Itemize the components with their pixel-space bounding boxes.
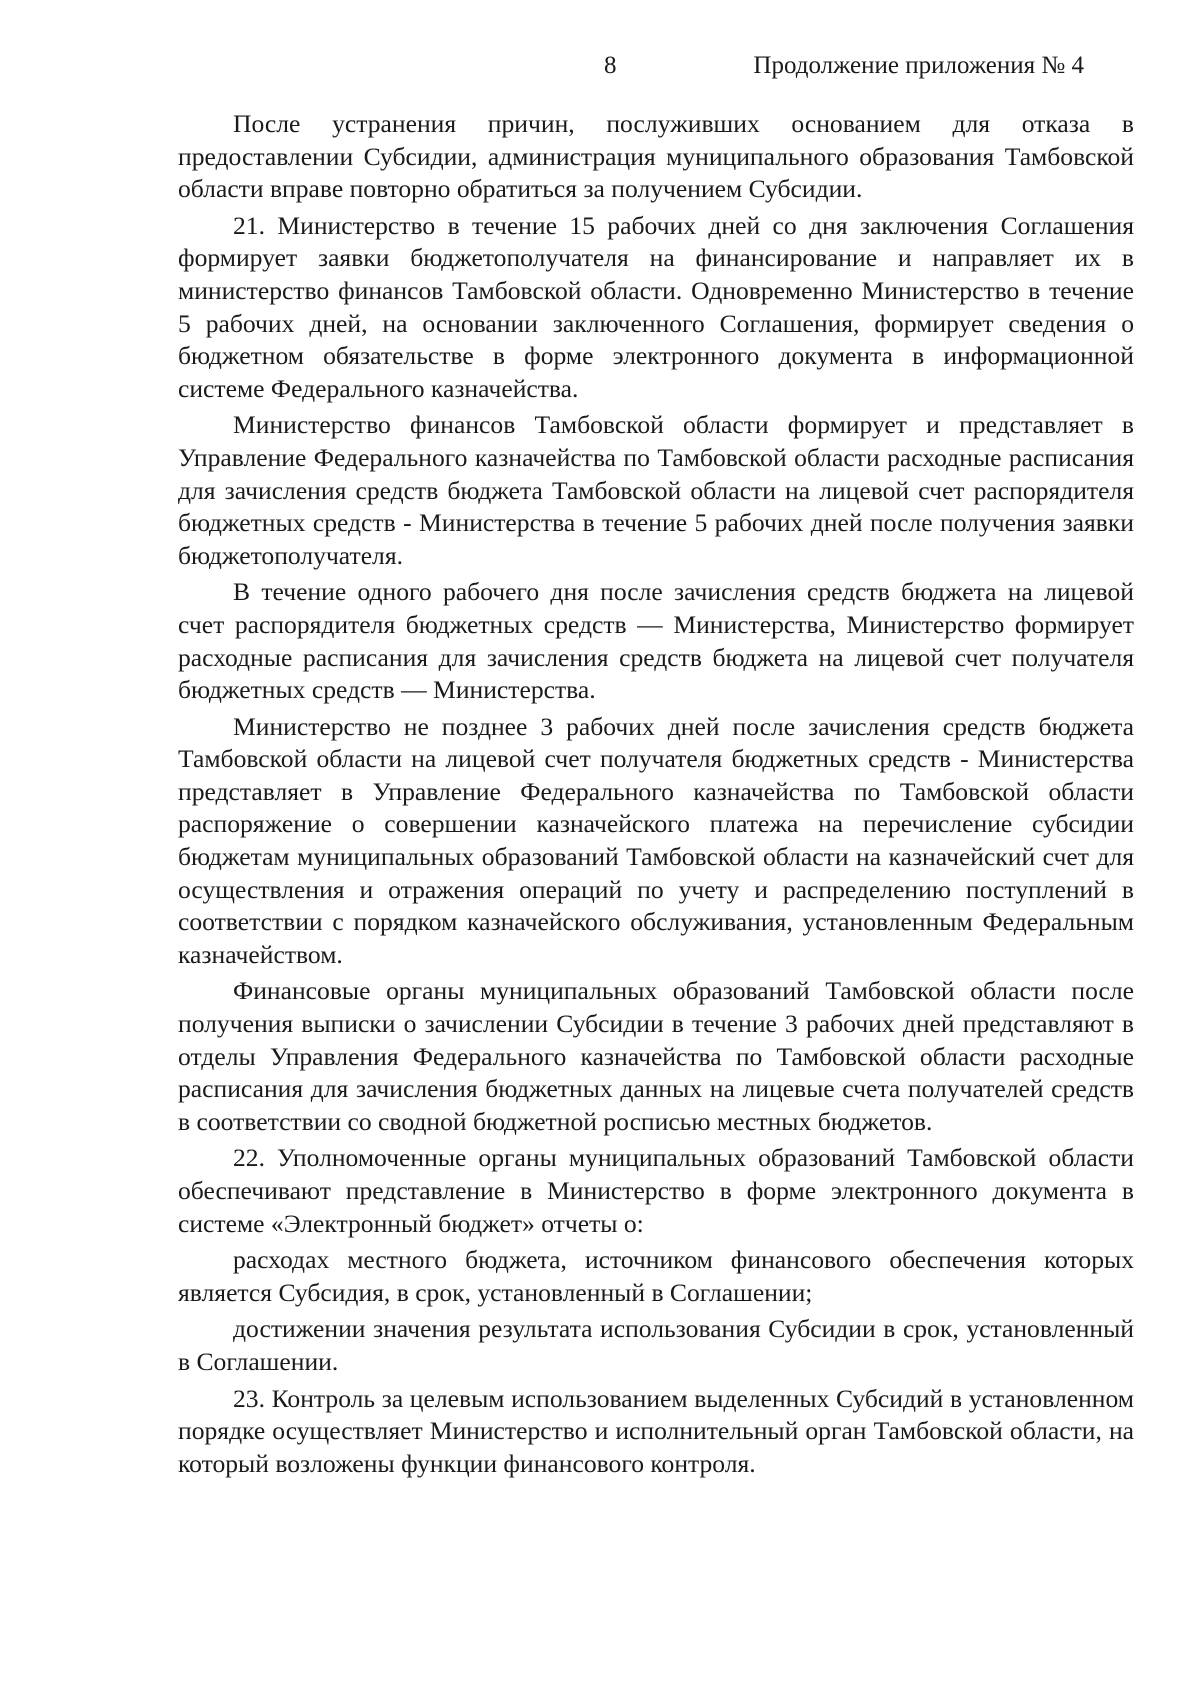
page-header <box>0 48 1200 84</box>
paragraph-item-23: 23. Контроль за целевым использованием выделенных Субсидий в установленном порядке осуществляет Министерство и исполнительный орган Тамбовской области, на который возложены функции финансового контроля. <box>178 1383 1134 1478</box>
paragraph-treasury-payment: Министерство не позднее 3 рабочих дней после зачисления средств бюджета Тамбовской области на лицевой счет получателя бюджетных средств - Министерства представляет в Управление Федерального казначейства по Тамбовской области распоряжение о совершении казначейского платежа на перечисление субсидии бюджетам муниципальных образований Тамбовской области на казначейский счет для осуществления и отражения операций по учету и распределению поступлений в соответствии с порядком казначейского обслуживания, установленным Федеральным казначейством. <box>178 711 1134 969</box>
paragraph-one-working-day: В течение одного рабочего дня после зачисления средств бюджета на лицевой счет распорядителя бюджетных средств — Министерства, Министерство формирует расходные расписания для зачисления средств бюджета на лицевой счет получателя бюджетных средств — Министерства. <box>178 577 1134 705</box>
paragraph-resubmission: После устранения причин, послуживших основанием для отказа в предоставлении Субсидии, администрация муниципального образования Тамбовской области вправе повторно обратиться за получением Субсидии. <box>178 109 1134 204</box>
paragraph-item-21: 21. Министерство в течение 15 рабочих дней со дня заключения Соглашения формирует заявки бюджетополучателя на финансирование и направляет их в министерство финансов Тамбовской области. Одновременно Министерство в течение 5 рабочих дней, на основании заключенного Соглашения, формирует сведения о бюджетном обязательстве в форме электронного документа в информационной системе Федерального казначейства. <box>178 210 1134 403</box>
paragraph-finance-ministry: Министерство финансов Тамбовской области формирует и представляет в Управление Федерального казначейства по Тамбовской области расходные расписания для зачисления средств бюджета Тамбовской области на лицевой счет распорядителя бюджетных средств - Министерства в течение 5 рабочих дней после получения заявки бюджетополучателя. <box>178 410 1134 570</box>
page-number: 8 <box>604 52 617 79</box>
paragraph-report-results: достижении значения результата использования Субсидии в срок, установленный в Соглашении. <box>178 1314 1134 1376</box>
paragraph-financial-bodies: Финансовые органы муниципальных образований Тамбовской области после получения выписки о зачислении Субсидии в течение 3 рабочих дней представляют в отделы Управления Федерального казначейства по Тамбовской области расходные расписания для зачисления бюджетных данных на лицевые счета получателей средств в соответствии со сводной бюджетной росписью местных бюджетов. <box>178 976 1134 1136</box>
paragraph-item-22: 22. Уполномоченные органы муниципальных образований Тамбовской области обеспечивают представление в Министерство в форме электронного документа в системе «Электронный бюджет» отчеты о: <box>178 1143 1134 1238</box>
appendix-continuation-label: Продолжение приложения № 4 <box>753 52 1084 79</box>
document-body <box>178 108 1134 1484</box>
paragraph-report-expenses: расходах местного бюджета, источником финансового обеспечения которых является Субсидия, в срок, установленный в Соглашении; <box>178 1245 1134 1307</box>
